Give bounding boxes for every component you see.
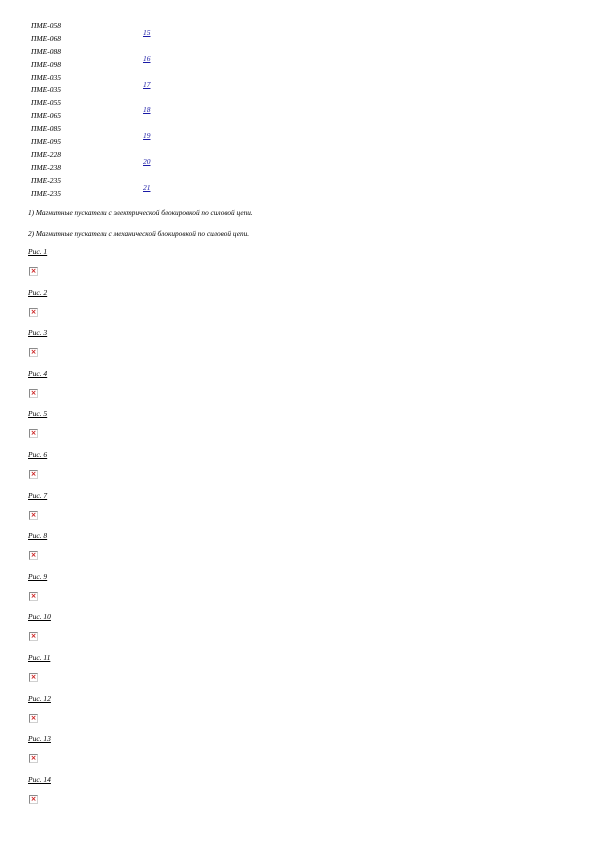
figure-item [28, 571, 228, 612]
figure-item [28, 368, 228, 409]
broken-image-icon[interactable]: × [30, 469, 37, 478]
broken-image-icon[interactable]: × [30, 794, 37, 803]
figure-link[interactable]: Рис. 7 [28, 490, 48, 500]
figure-item [28, 287, 228, 328]
model-group [31, 20, 171, 46]
figure-item [28, 408, 228, 449]
model-group [31, 46, 171, 72]
page-link[interactable]: 20 [143, 156, 151, 166]
figure-link[interactable]: Рис. 8 [28, 531, 48, 541]
model-code: ПМЕ-068 [31, 33, 61, 43]
figure-link[interactable]: Рис. 11 [28, 652, 51, 662]
figure-link[interactable]: Рис. 14 [28, 774, 51, 784]
page-link[interactable]: 19 [143, 131, 151, 141]
figure-item [28, 490, 228, 531]
figure-item [28, 652, 228, 693]
model-group [31, 123, 171, 149]
figure-link[interactable]: Рис. 2 [28, 287, 48, 297]
broken-image-icon[interactable]: × [30, 510, 37, 519]
model-code: ПМЕ-228 [31, 149, 61, 159]
model-code: ПМЕ-235 [31, 188, 61, 198]
figure-item [28, 611, 228, 652]
figure-link[interactable]: Рис. 6 [28, 449, 48, 459]
models-table [31, 20, 171, 201]
model-code: ПМЕ-235 [31, 175, 61, 185]
model-code: ПМЕ-095 [31, 137, 61, 147]
model-code: ПМЕ-085 [31, 124, 61, 134]
broken-image-icon[interactable]: × [30, 429, 37, 438]
page-link[interactable]: 21 [143, 182, 151, 192]
broken-image-icon[interactable]: × [30, 632, 37, 641]
figure-item [28, 733, 228, 774]
figure-item [28, 449, 228, 490]
model-code: ПМЕ-058 [31, 21, 61, 30]
model-code: ПМЕ-035 [31, 72, 61, 82]
broken-image-icon[interactable]: × [30, 551, 37, 560]
broken-image-icon[interactable]: × [30, 672, 37, 681]
page-link[interactable]: 16 [143, 53, 151, 63]
footnote-2: 2) Магнитные пускатели с механической блокировкой по силовой цепи. [28, 229, 250, 238]
figure-item [28, 246, 228, 287]
footnote-1: 1) Магнитные пускатели с электрической блокировкой по силовой цепи. [28, 208, 253, 217]
figure-link[interactable]: Рис. 12 [28, 693, 51, 703]
model-code: ПМЕ-238 [31, 162, 61, 172]
model-code: ПМЕ-098 [31, 59, 61, 69]
figure-link[interactable]: Рис. 1 [28, 247, 48, 256]
figure-link[interactable]: Рис. 13 [28, 734, 51, 744]
figure-item [28, 774, 228, 815]
model-code: ПМЕ-035 [31, 85, 61, 95]
broken-image-icon[interactable]: × [30, 388, 37, 397]
figure-link[interactable]: Рис. 9 [28, 571, 48, 581]
model-code: ПМЕ-088 [31, 46, 61, 56]
broken-image-icon[interactable]: × [30, 713, 37, 722]
figure-item [28, 327, 228, 368]
model-code: ПМЕ-055 [31, 98, 61, 108]
figure-item [28, 693, 228, 734]
figure-link[interactable]: Рис. 5 [28, 409, 48, 419]
page-link[interactable]: 17 [143, 79, 151, 89]
model-group [31, 72, 171, 98]
model-group [31, 97, 171, 123]
figure-item [28, 530, 228, 571]
figure-link[interactable]: Рис. 3 [28, 328, 48, 338]
broken-image-icon[interactable]: × [30, 754, 37, 763]
model-group [31, 175, 171, 201]
page-link[interactable]: 18 [143, 105, 151, 115]
model-group [31, 149, 171, 175]
broken-image-icon[interactable]: × [30, 591, 37, 600]
page-link[interactable]: 15 [143, 28, 151, 37]
model-code: ПМЕ-065 [31, 111, 61, 121]
broken-image-icon[interactable]: × [30, 348, 37, 357]
figure-link[interactable]: Рис. 10 [28, 612, 51, 622]
broken-image-icon[interactable]: × [30, 307, 37, 316]
figure-list [28, 246, 228, 814]
broken-image-icon[interactable]: × [30, 267, 37, 275]
figure-link[interactable]: Рис. 4 [28, 368, 48, 378]
